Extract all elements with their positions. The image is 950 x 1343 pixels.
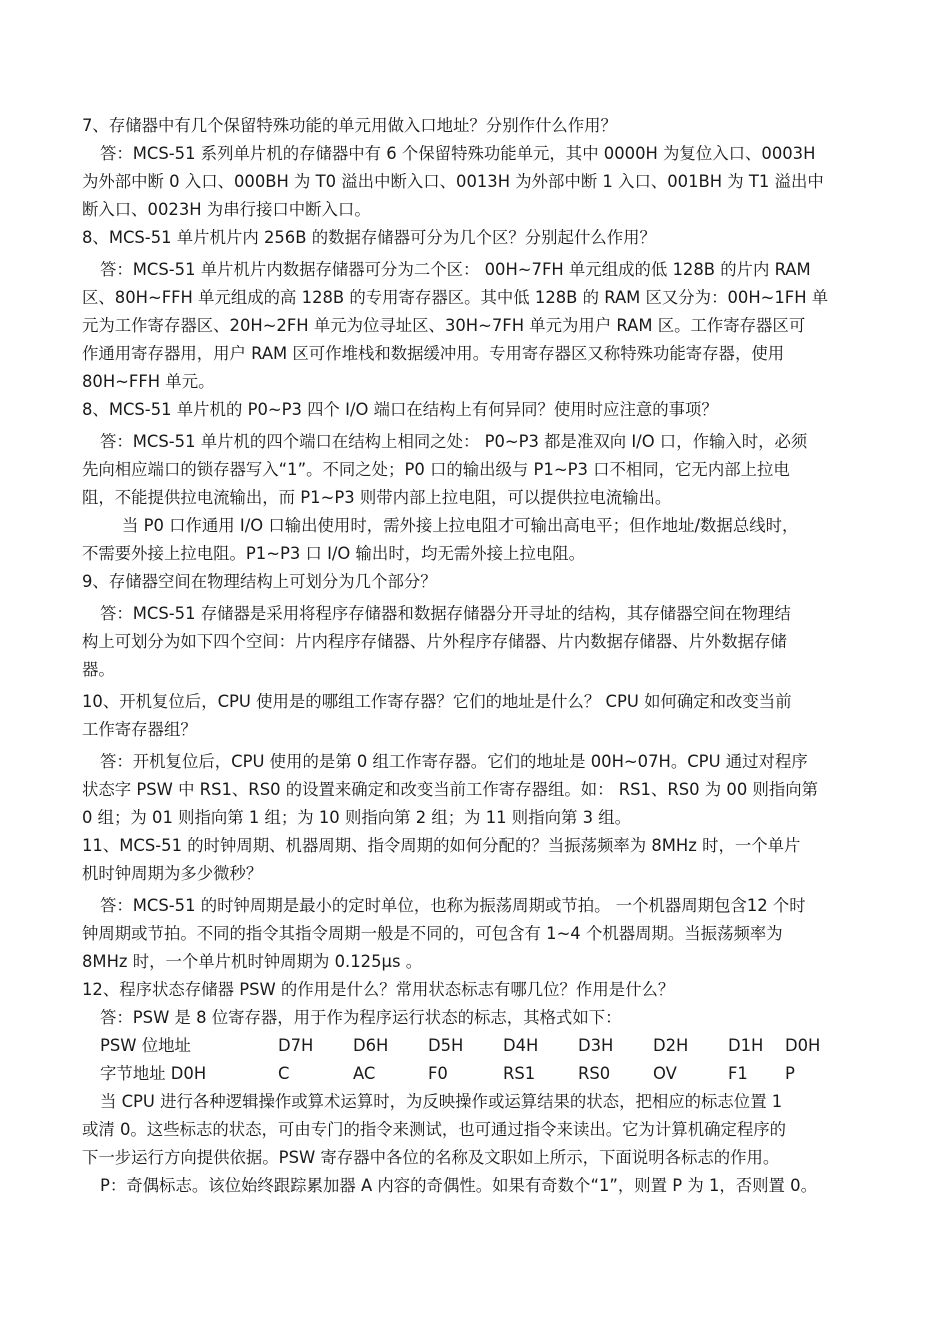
answer-line: 答：MCS-51 单片机的四个端口在结构上相同之处： P0~P3 都是准双向 I/O 口，作输入时，必须: [100, 432, 808, 451]
answer-line: 状态字 PSW 中 RS1、RS0 的设置来确定和改变当前工作寄存器组。如： RS1、RS0 为 00 则指向第: [82, 780, 819, 799]
answer-line: 答：PSW 是 8 位寄存器，用于作为程序运行状态的标志，其格式如下：: [100, 1008, 622, 1027]
table-cell: D2H: [653, 1036, 689, 1055]
answer-line: P：奇偶标志。该位始终跟踪累加器 A 内容的奇偶性。如果有奇数个“1”，则置 P 为 1，否则置 0。: [100, 1176, 817, 1195]
answer-line: 答：开机复位后，CPU 使用的是第 0 组工作寄存器。它们的地址是 00H~07H。CPU 通过对程序: [100, 752, 808, 771]
answer-line: 作通用寄存器用，用户 RAM 区可作堆栈和数据缓冲用。专用寄存器区又称特殊功能寄存器，使用: [82, 344, 785, 363]
table-cell: D4H: [503, 1036, 539, 1055]
table-cell: RS0: [578, 1064, 611, 1083]
table-cell: C: [278, 1064, 290, 1083]
table-row: [100, 1060, 820, 1088]
answer-line: 当 CPU 进行各种逻辑操作或算术运算时，为反映操作或运算结果的状态，把相应的标志位置 1: [100, 1092, 783, 1111]
answer-line: 钟周期或节拍。不同的指令其指令周期一般是不同的，可包含有 1~4 个机器周期。当振荡频率为: [82, 924, 783, 943]
answer-line: 下一步运行方向提供依据。PSW 寄存器中各位的名称及文职如上所示，下面说明各标志的作用。: [82, 1148, 780, 1167]
psw-format-table: [100, 1032, 820, 1088]
question-10: 10、开机复位后，CPU 使用是的哪组工作寄存器？它们的地址是什么？ CPU 如何确定和改变当前: [82, 692, 792, 711]
table-cell: D0H: [785, 1036, 821, 1055]
table-cell: D6H: [353, 1036, 389, 1055]
table-cell: D5H: [428, 1036, 464, 1055]
question-8a: 8、MCS-51 单片机片内 256B 的数据存储器可分为几个区？分别起什么作用？: [82, 228, 656, 247]
table-cell: F1: [728, 1064, 748, 1083]
answer-line: 不需要外接上拉电阻。P1~P3 口 I/O 输出时，均无需外接上拉电阻。: [82, 544, 586, 563]
question-7: 7、存储器中有几个保留特殊功能的单元用做入口地址？分别作什么作用？: [82, 116, 617, 135]
question-8b: 8、MCS-51 单片机的 P0~P3 四个 I/O 端口在结构上有何异同？使用时应注意的事项？: [82, 400, 718, 419]
table-cell: D3H: [578, 1036, 614, 1055]
psw-bit-address-label: PSW 位地址: [100, 1036, 191, 1055]
answer-line: 或清 0。这些标志的状态，可由专门的指令来测试，也可通过指令来读出。它为计算机确定程序的: [82, 1120, 787, 1139]
answer-line: 答：MCS-51 存储器是采用将程序存储器和数据存储器分开寻址的结构，其存储器空间在物理结: [100, 604, 791, 623]
answer-line: 答：MCS-51 系列单片机的存储器中有 6 个保留特殊功能单元，其中 0000H 为复位入口、0003H: [100, 144, 816, 163]
table-cell: AC: [353, 1064, 376, 1083]
psw-byte-address-label: 字节地址 D0H: [100, 1064, 207, 1083]
answer-line: 80H~FFH 单元。: [82, 372, 215, 391]
answer-line: 答：MCS-51 单片机片内数据存储器可分为二个区： 00H~7FH 单元组成的低 128B 的片内 RAM: [100, 260, 811, 279]
answer-line: 8MHz 时，一个单片机时钟周期为 0.125μs 。: [82, 952, 423, 971]
table-cell: P: [785, 1064, 795, 1083]
question-12: 12、程序状态存储器 PSW 的作用是什么？常用状态标志有哪几位？作用是什么？: [82, 980, 675, 999]
table-cell: OV: [653, 1064, 677, 1083]
answer-line: 阻，不能提供拉电流输出，而 P1~P3 则带内部上拉电阻，可以提供拉电流输出。: [82, 488, 672, 507]
table-row: [100, 1032, 820, 1060]
table-cell: D1H: [728, 1036, 764, 1055]
answer-line: 先向相应端口的锁存器写入“1”。不同之处；P0 口的输出级与 P1~P3 口不相同，它无内部上拉电: [82, 460, 790, 479]
answer-line: 构上可划分为如下四个空间：片内程序存储器、片外程序存储器、片内数据存储器、片外数据存储: [82, 632, 787, 651]
table-cell: RS1: [503, 1064, 536, 1083]
question-11-cont: 机时钟周期为多少微秒？: [82, 864, 263, 883]
answer-line: 断入口、0023H 为串行接口中断入口。: [82, 200, 371, 219]
question-10-cont: 工作寄存器组？: [82, 720, 197, 739]
answer-line: 为外部中断 0 入口、000BH 为 T0 溢出中断入口、0013H 为外部中断 1 入口、001BH 为 T1 溢出中: [82, 172, 824, 191]
answer-line: 元为工作寄存器区、20H~2FH 单元为位寻址区、30H~7FH 单元为用户 RAM 区。工作寄存器区可: [82, 316, 806, 335]
answer-line: 当 P0 口作通用 I/O 口输出使用时，需外接上拉电阻才可输出高电平；但作地址/数据总线时，: [122, 516, 799, 535]
document-page: [82, 112, 908, 1200]
question-9: 9、存储器空间在物理结构上可划分为几个部分？: [82, 572, 437, 591]
question-11: 11、MCS-51 的时钟周期、机器周期、指令周期的如何分配的？当振荡频率为 8MHz 时，一个单片: [82, 836, 801, 855]
table-cell: F0: [428, 1064, 448, 1083]
answer-line: 器。: [82, 660, 115, 679]
answer-line: 0 组；为 01 则指向第 1 组；为 10 则指向第 2 组；为 11 则指向第 3 组。: [82, 808, 631, 827]
table-cell: D7H: [278, 1036, 314, 1055]
answer-line: 答：MCS-51 的时钟周期是最小的定时单位，也称为振荡周期或节拍。 一个机器周期包含12 个时: [100, 896, 806, 915]
answer-line: 区、80H~FFH 单元组成的高 128B 的专用寄存器区。其中低 128B 的 RAM 区又分为：00H~1FH 单: [82, 288, 829, 307]
